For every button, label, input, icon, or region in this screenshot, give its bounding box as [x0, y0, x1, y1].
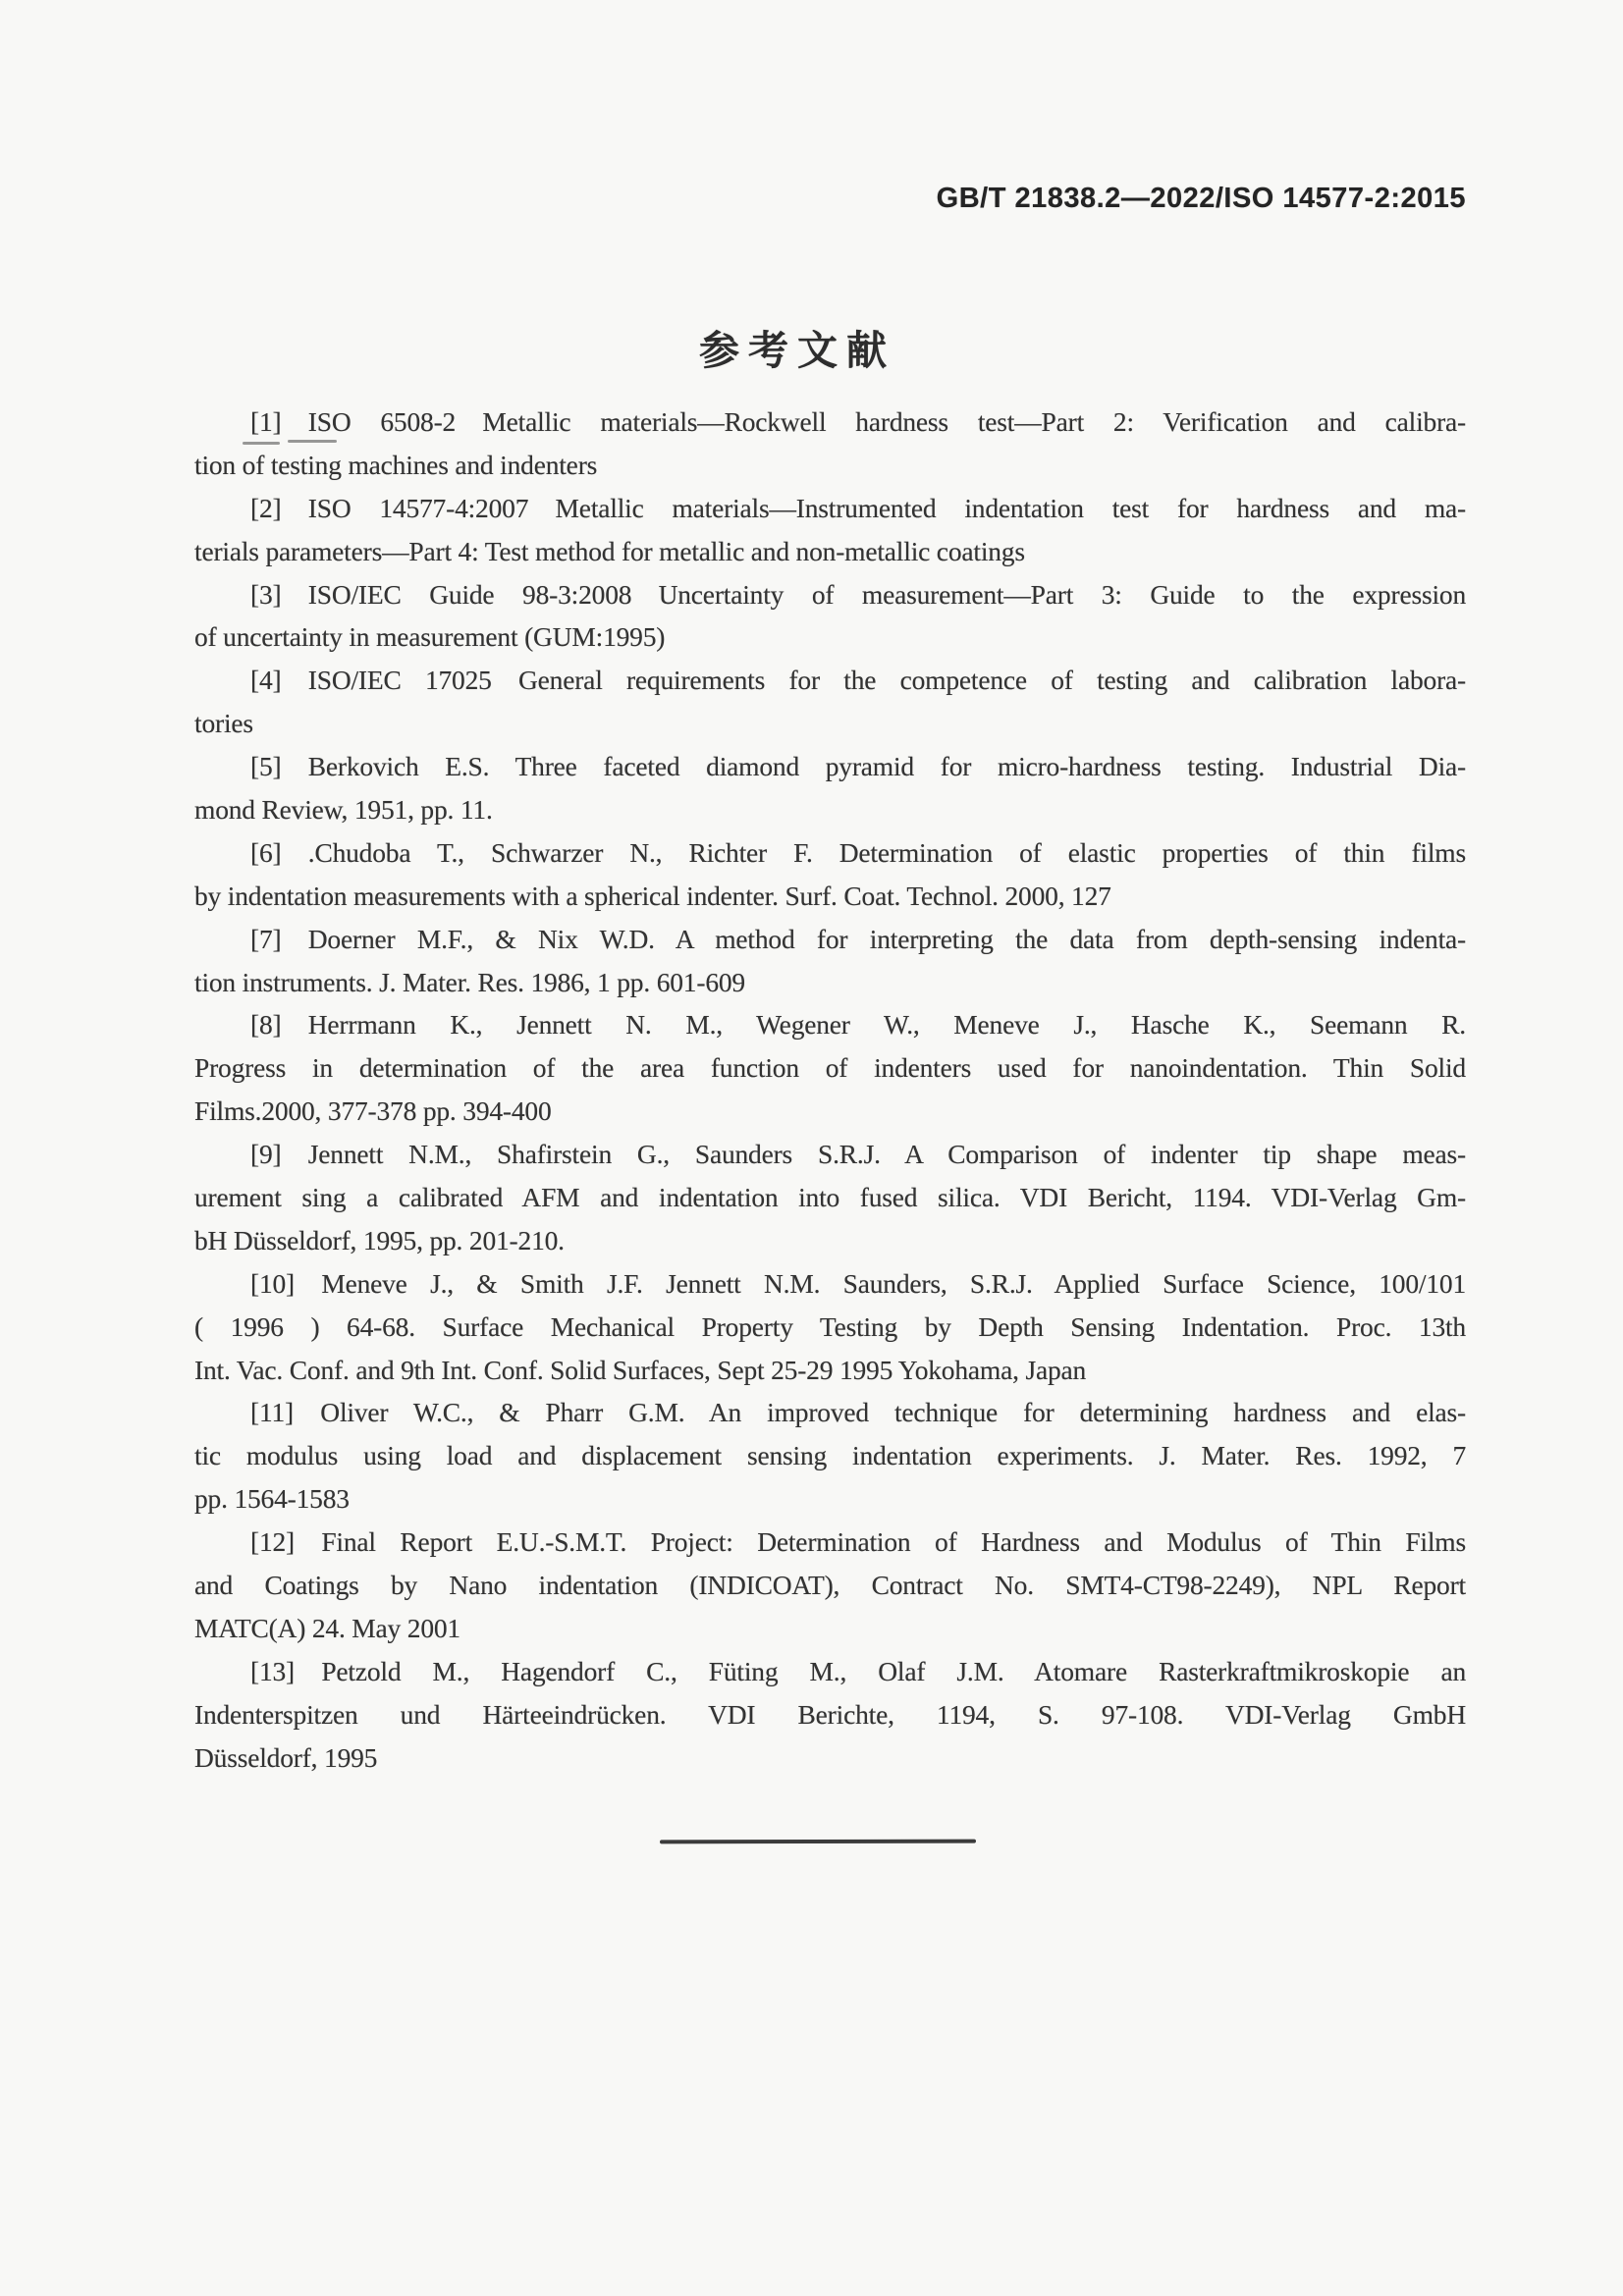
reference-item	[194, 918, 1466, 1004]
scan-artifact-line	[243, 442, 280, 445]
reference-line: ( 1996 ) 64-68. Surface Mechanical Property Testing by Depth Sensing Indentation. Proc. 13th	[194, 1310, 1466, 1342]
page-title: 参考文献	[699, 328, 895, 373]
reference-item	[194, 1262, 1466, 1392]
reference-item	[194, 745, 1466, 831]
reference-line: [2] ISO 14577-4:2007 Metallic materials—Instrumented indentation test for hardness and ma-	[250, 492, 1466, 523]
reference-line: [3] ISO/IEC Guide 98-3:2008 Uncertainty of measurement—Part 3: Guide to the expression	[250, 578, 1466, 610]
reference-line: Films.2000, 377-378 pp. 394-400	[194, 1095, 552, 1127]
reference-line: tion of testing machines and indenters	[194, 449, 598, 480]
reference-item	[194, 659, 1466, 745]
scan-artifact-line	[288, 440, 337, 443]
reference-item	[194, 831, 1466, 918]
reference-line: Indenterspitzen und Härteeindrücken. VDI Berichte, 1194, S. 97-108. VDI-Verlag GmbH	[194, 1698, 1466, 1730]
reference-line: Int. Vac. Conf. and 9th Int. Conf. Solid Surfaces, Sept 25-29 1995 Yokohama, Japan	[194, 1354, 1087, 1385]
reference-line: [1] ISO 6508-2 Metallic materials—Rockwell hardness test—Part 2: Verification and calibra-	[250, 406, 1466, 437]
reference-line: Progress in determination of the area function of indenters used for nanoindentation. Thin Solid	[194, 1052, 1466, 1084]
reference-line: and Coatings by Nano indentation (INDICOAT), Contract No. SMT4-CT98-2249), NPL Report	[194, 1570, 1466, 1601]
reference-line: [13] Petzold M., Hagendorf C., Füting M., Olaf J.M. Atomare Rasterkraftmikroskopie an	[250, 1655, 1466, 1686]
reference-line: [5] Berkovich E.S. Three faceted diamond pyramid for micro-hardness testing. Industrial Dia-	[250, 751, 1466, 782]
reference-line: by indentation measurements with a spherical indenter. Surf. Coat. Technol. 2000, 127	[194, 880, 1111, 911]
reference-item	[194, 400, 1466, 487]
reference-item	[194, 487, 1466, 573]
reference-item	[194, 1133, 1466, 1262]
reference-line: tories	[194, 708, 253, 739]
reference-line: [9] Jennett N.M., Shafirstein G., Saunders S.R.J. A Comparison of indenter tip shape meas-	[250, 1139, 1466, 1170]
reference-line: bH Düsseldorf, 1995, pp. 201-210.	[194, 1224, 565, 1255]
reference-item	[194, 573, 1466, 660]
reference-line: [6] .Chudoba T., Schwarzer N., Richter F. Determination of elastic properties of thin films	[250, 836, 1466, 868]
reference-line: terials parameters—Part 4: Test method for metallic and non-metallic coatings	[194, 535, 1025, 566]
references-list	[194, 400, 1466, 1780]
reference-line: pp. 1564-1583	[194, 1483, 350, 1515]
reference-line: urement sing a calibrated AFM and indentation into fused silica. VDI Bericht, 1194. VDI-Verlag Gm-	[194, 1182, 1466, 1213]
reference-item	[194, 1003, 1466, 1133]
reference-item	[194, 1521, 1466, 1650]
reference-line: mond Review, 1951, pp. 11.	[194, 794, 493, 826]
reference-line: [10] Meneve J., & Smith J.F. Jennett N.M. Saunders, S.R.J. Applied Surface Science, 100/101	[250, 1267, 1466, 1299]
end-of-document-rule	[660, 1840, 976, 1844]
reference-item	[194, 1391, 1466, 1521]
standard-number-header: GB/T 21838.2—2022/ISO 14577-2:2015	[936, 183, 1466, 214]
reference-line: of uncertainty in measurement (GUM:1995)	[194, 621, 666, 653]
reference-line: tic modulus using load and displacement sensing indentation experiments. J. Mater. Res. 1992, 7	[194, 1440, 1466, 1471]
reference-item	[194, 1650, 1466, 1780]
reference-line: MATC(A) 24. May 2001	[194, 1612, 460, 1643]
reference-line: [8] Herrmann K., Jennett N. M., Wegener W., Meneve J., Hasche K., Seemann R.	[250, 1009, 1466, 1041]
reference-line: [7] Doerner M.F., & Nix W.D. A method for interpreting the data from depth-sensing indenta-	[250, 923, 1466, 954]
reference-line: Düsseldorf, 1995	[194, 1741, 378, 1773]
reference-line: [4] ISO/IEC 17025 General requirements for the competence of testing and calibration labora-	[250, 665, 1466, 696]
reference-line: [11] Oliver W.C., & Pharr G.M. An improved technique for determining hardness and elas-	[250, 1397, 1466, 1428]
reference-line: [12] Final Report E.U.-S.M.T. Project: Determination of Hardness and Modulus of Thin Films	[250, 1526, 1466, 1558]
reference-line: tion instruments. J. Mater. Res. 1986, 1 pp. 601-609	[194, 966, 745, 997]
